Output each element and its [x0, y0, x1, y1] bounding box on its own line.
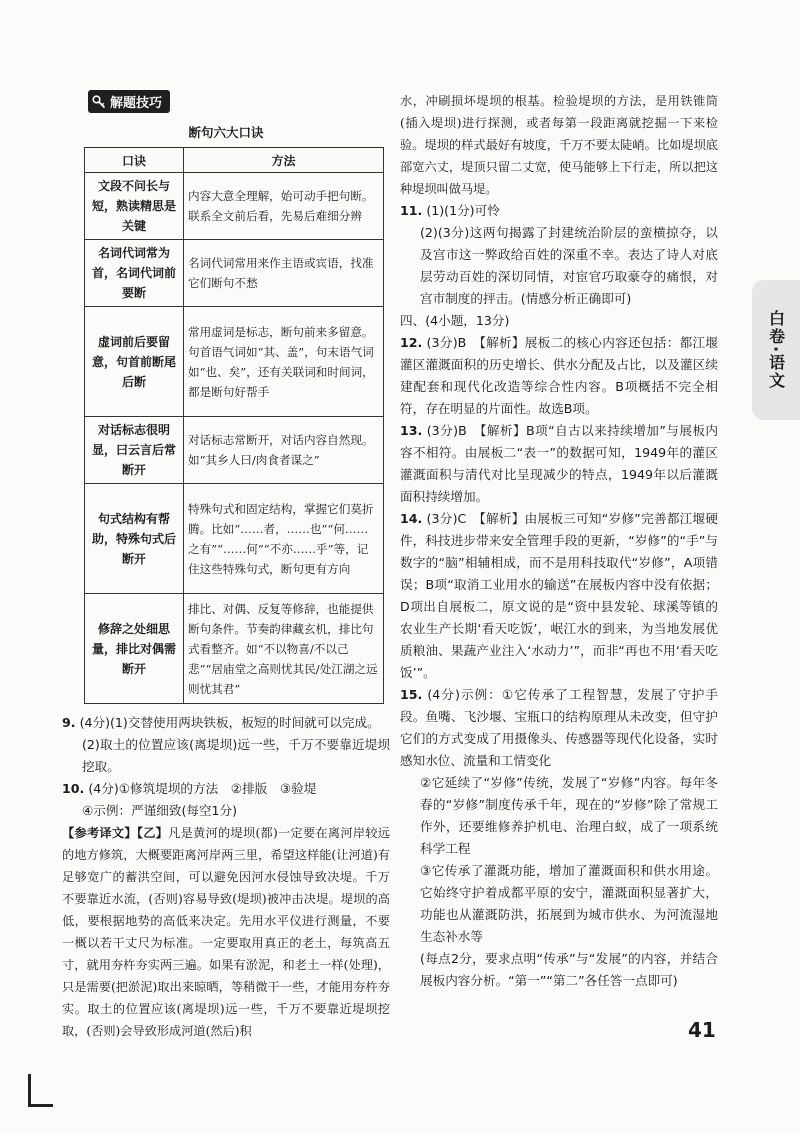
corner-crop-mark	[28, 1074, 53, 1107]
section-four-heading: 四、(4小题，13分)	[400, 313, 510, 328]
q12-number: 12.	[400, 335, 423, 350]
table-header: 口诀	[85, 148, 184, 173]
q15-scoring-note: (每点2分，要求点明“传承”与“发展”的内容，并结合展板内容分析。“第一”“第二”各任答一点即可)	[420, 951, 718, 988]
q11-number: 11.	[400, 203, 423, 218]
mnemonic-cell: 名词代词常为首，名词代词前要断	[85, 240, 184, 307]
q13-answer: (3分)B 【解析】B项“自古以来持续增加”与展板内容不相符。由展板二“表一”的数据可知，1949年的灌区灌溉面积与清代对比呈现减少的特点，1949年以后灌溉面积持续增加。	[400, 423, 718, 504]
q9-answer-2: (2)取土的位置应该(离堤坝)远一些，千万不要靠近堤坝挖取。	[82, 737, 390, 774]
method-cell: 特殊句式和固定结构，掌握它们莫折腾。比如“……者，……也”“何……之有”“……何”“不亦……乎”等，记住这些特殊句式，断句更有方向	[184, 484, 384, 594]
q10-answer-1: (4分)①修筑堤坝的方法 ②排版 ③验堤	[88, 781, 317, 796]
q14-number: 14.	[400, 511, 423, 526]
left-column	[62, 90, 390, 1042]
table-header: 方法	[184, 148, 384, 173]
q11-answer-1: (1)(1分)可怜	[426, 203, 500, 218]
key-icon	[92, 95, 106, 109]
side-tab-label: 白卷·语文	[766, 309, 786, 391]
table-row	[85, 417, 384, 484]
q9-answer-1: (4分)(1)交替使用两块铁板，板短的时间就可以完成。	[79, 715, 380, 730]
page-number: 41	[688, 1018, 716, 1042]
q12-answer: (3分)B 【解析】展板二的核心内容还包括：都江堰灌区灌溉面积的历史增长、供水分配及占比，以及灌区续建配套和现代化改造等综合性内容。B项概括不完全相符，存在明显的片面性。故选B项。	[400, 335, 718, 416]
q10-number: 10.	[62, 781, 85, 796]
right-column	[400, 90, 718, 992]
mnemonic-cell: 文段不问长与短，熟读精思是关键	[85, 173, 184, 240]
method-cell: 名词代词常用来作主语或宾语，找准它们断句不愁	[184, 240, 384, 307]
tip-badge-label: 解题技巧	[110, 96, 163, 111]
q14-answer: (3分)C 【解析】由展板三可知“岁修”完善都江堰硬件，科技进步带来安全管理手段的更新，“岁修”的“手”与数字的“脑”相辅相成，而不是用科技取代“岁修”，A项错误；B项“取消工业用水的输送”在展板内容中没有依据；D项出自展板二，原文说的是“资中县发轮、球溪等镇的农业生产长期‘看天吃饭’，岷江水的到来，为当地发展优质粮油、果蔬产业注入‘水动力’”，而非“再也不用‘看天吃饭’”。	[400, 511, 718, 680]
table-title: 断句六大口诀	[188, 125, 264, 140]
q11-answer-2: (2)(3分)这两句揭露了封建统治阶层的蛮横掠夺，以及宫市这一弊政给百姓的深重不幸。表达了诗人对底层劳动百姓的深切同情，对宦官巧取豪夺的痛恨，对宫市制度的抨击。(情感分析正确即可)	[420, 225, 718, 306]
table-row	[85, 240, 384, 307]
table-header-row	[85, 148, 384, 173]
translation-continued: 水，冲刷损坏堤坝的根基。检验堤坝的方法，是用铁锥筒(插入堤坝)进行探测，或者每第一段距离就挖掘一下来检验。堤坝的样式最好有坡度，千万不要太陡峭。比如堤坝底部宽六丈，堤顶只留二丈宽，使马能够上下行走，所以把这种堤坝叫做马堤。	[400, 94, 718, 196]
q15-answer-2: ②它延续了“岁修”传统，发展了“岁修”内容。每年冬春的“岁修”制度传承千年，现在的“岁修”除了常规工作外，还要维修养护机电、治理白蚁，成了一项系统科学工程	[420, 775, 718, 856]
tip-badge	[88, 90, 170, 113]
mnemonic-cell: 对话标志很明显，曰云言后常断开	[85, 417, 184, 484]
reference-translation-label: 【参考译文】【乙】	[62, 826, 169, 840]
tips-table	[84, 147, 384, 704]
q15-answer-3: ③它传承了灌溉功能，增加了灌溉面积和供水用途。它始终守护着成都平原的安宁，灌溉面积显著扩大，功能也从灌溉防洪，拓展到为城市供水、为河流湿地生态补水等	[420, 863, 718, 944]
q10-answer-2: ④示例：严谨细致(每空1分)	[82, 803, 238, 818]
q13-number: 13.	[400, 423, 423, 438]
q15-number: 15.	[400, 687, 423, 702]
mnemonic-cell: 虚词前后要留意，句首前断尾后断	[85, 307, 184, 417]
table-row	[85, 173, 384, 240]
mnemonic-cell: 修辞之处细思量，排比对偶需断开	[85, 594, 184, 704]
side-tab	[752, 280, 800, 420]
method-cell: 内容大意全理解，始可动手把句断。联系全文前后看，先易后难细分辨	[184, 173, 384, 240]
mnemonic-cell: 句式结构有帮助，特殊句式后断开	[85, 484, 184, 594]
table-row	[85, 307, 384, 417]
method-cell: 常用虚词是标志，断句前来多留意。句首语气词如“其、盖”，句末语气词如“也、矣”，还有关联词和时间词，都是断句好帮手	[184, 307, 384, 417]
method-cell: 排比、对偶、反复等修辞，也能提供断句条件。节奏韵律藏玄机，排比句式看整齐。如“不以物喜/不以己悲”“居庙堂之高则忧其民/处江湖之远则忧其君”	[184, 594, 384, 704]
q15-answer-1: (4分)示例：①它传承了工程智慧，发展了守护手段。鱼嘴、飞沙堰、宝瓶口的结构原理从未改变，但守护它们的方式变成了用摄像头、传感器等现代化设备，实时感知水位、流量和工情变化	[400, 687, 718, 768]
table-row	[85, 594, 384, 704]
table-row	[85, 484, 384, 594]
method-cell: 对话标志常断开，对话内容自然现。如“其乡人曰/肉食者谋之”	[184, 417, 384, 484]
reference-translation: 凡是黄河的堤坝(都)一定要在离河岸较远的地方修筑，大概要距离河岸两三里，希望这样能(让河道)有足够宽广的蓄洪空间，可以避免因河水侵蚀导致决堤。千万不要靠近水流，(否则)容易导致(堤坝)被冲击决堤。堤坝的高低，要根据地势的高低来决定。先用水平仪进行测量，不要一概以若干丈尺为标准。一定要取用真正的老土，每筑高五寸，就用夯杵夯实两三遍。如果有淤泥，和老土一样(处理)，只是需要(把淤泥)取出来晾晒，等稍微干一些，才能用夯杵夯实。取土的位置应该(离堤坝)远一些，千万不要靠近堤坝挖取，(否则)会导致形成河道(然后)积	[62, 826, 390, 1038]
q9-number: 9.	[62, 715, 76, 730]
